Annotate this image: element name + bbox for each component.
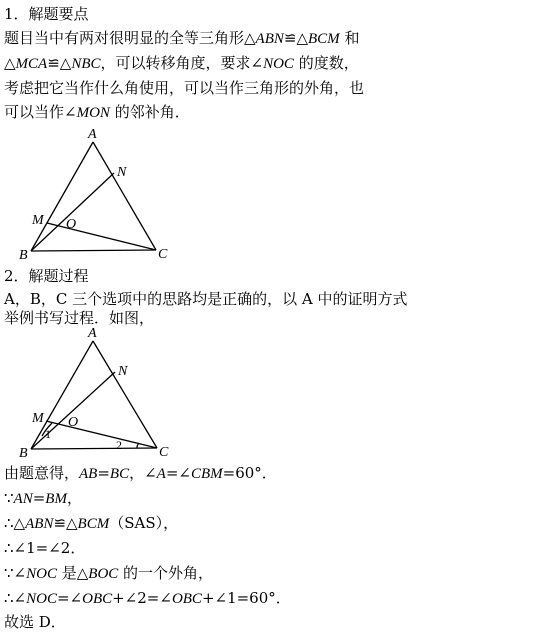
section1-heading: 1．解题要点 bbox=[4, 5, 89, 23]
triangle-figure-1 bbox=[0, 122, 537, 262]
label-a: A bbox=[88, 127, 97, 142]
side-bc bbox=[31, 448, 157, 449]
label-n: N bbox=[117, 165, 127, 180]
proof-line-5: ∵∠NOC 是△BOC 的一个外角， bbox=[4, 564, 214, 582]
label-angle-1: 1 bbox=[45, 427, 51, 441]
proof-line-2: ∵AN=BM， bbox=[4, 489, 82, 507]
section1-line-2: △MCA≌△NBC，可以转移角度，要求∠NOC 的度数， bbox=[4, 54, 359, 72]
label-c: C bbox=[159, 445, 169, 460]
label-angle-2: 2 bbox=[116, 438, 122, 452]
label-m: M bbox=[32, 411, 44, 426]
proof-line-7: 故选 D． bbox=[4, 613, 66, 631]
side-ab bbox=[31, 341, 93, 449]
section1-line-1: 题目当中有两对很明显的全等三角形△ABN≌△BCM 和 bbox=[4, 29, 360, 47]
proof-line-4: ∴∠1=∠2． bbox=[4, 539, 86, 557]
proof-line-3: ∴△ABN≌△BCM（SAS）， bbox=[4, 514, 179, 532]
proof-line-1: 由题意得，AB=BC，∠A=∠CBM=60°． bbox=[4, 464, 277, 482]
side-ab bbox=[31, 142, 93, 251]
label-a: A bbox=[88, 326, 97, 341]
label-m: M bbox=[32, 213, 44, 228]
label-c: C bbox=[158, 247, 168, 262]
segment-bn bbox=[31, 173, 114, 251]
triangle-figure-2 bbox=[0, 325, 537, 460]
segment-cm bbox=[46, 421, 157, 448]
side-ac bbox=[93, 142, 156, 250]
side-bc bbox=[31, 250, 156, 251]
label-n: N bbox=[118, 364, 128, 379]
label-b: B bbox=[19, 446, 28, 461]
proof-line-6: ∴∠NOC=∠OBC+∠2=∠OBC+∠1=60°． bbox=[4, 589, 291, 607]
segment-cm bbox=[47, 223, 156, 250]
section2-heading: 2．解题过程 bbox=[4, 267, 89, 285]
section1-line-4: 可以当作∠MON 的邻补角． bbox=[4, 103, 190, 121]
side-ac bbox=[93, 341, 157, 448]
section2-line-1: A，B，C 三个选项中的思路均是正确的，以 A 中的证明方式 bbox=[4, 290, 408, 308]
label-o: O bbox=[68, 415, 79, 430]
section2-line-2: 举例书写过程．如图， bbox=[4, 309, 155, 327]
label-o: O bbox=[66, 217, 77, 232]
label-b: B bbox=[19, 248, 28, 263]
section1-line-3: 考虑把它当作什么角使用，可以当作三角形的外角，也 bbox=[4, 79, 365, 97]
